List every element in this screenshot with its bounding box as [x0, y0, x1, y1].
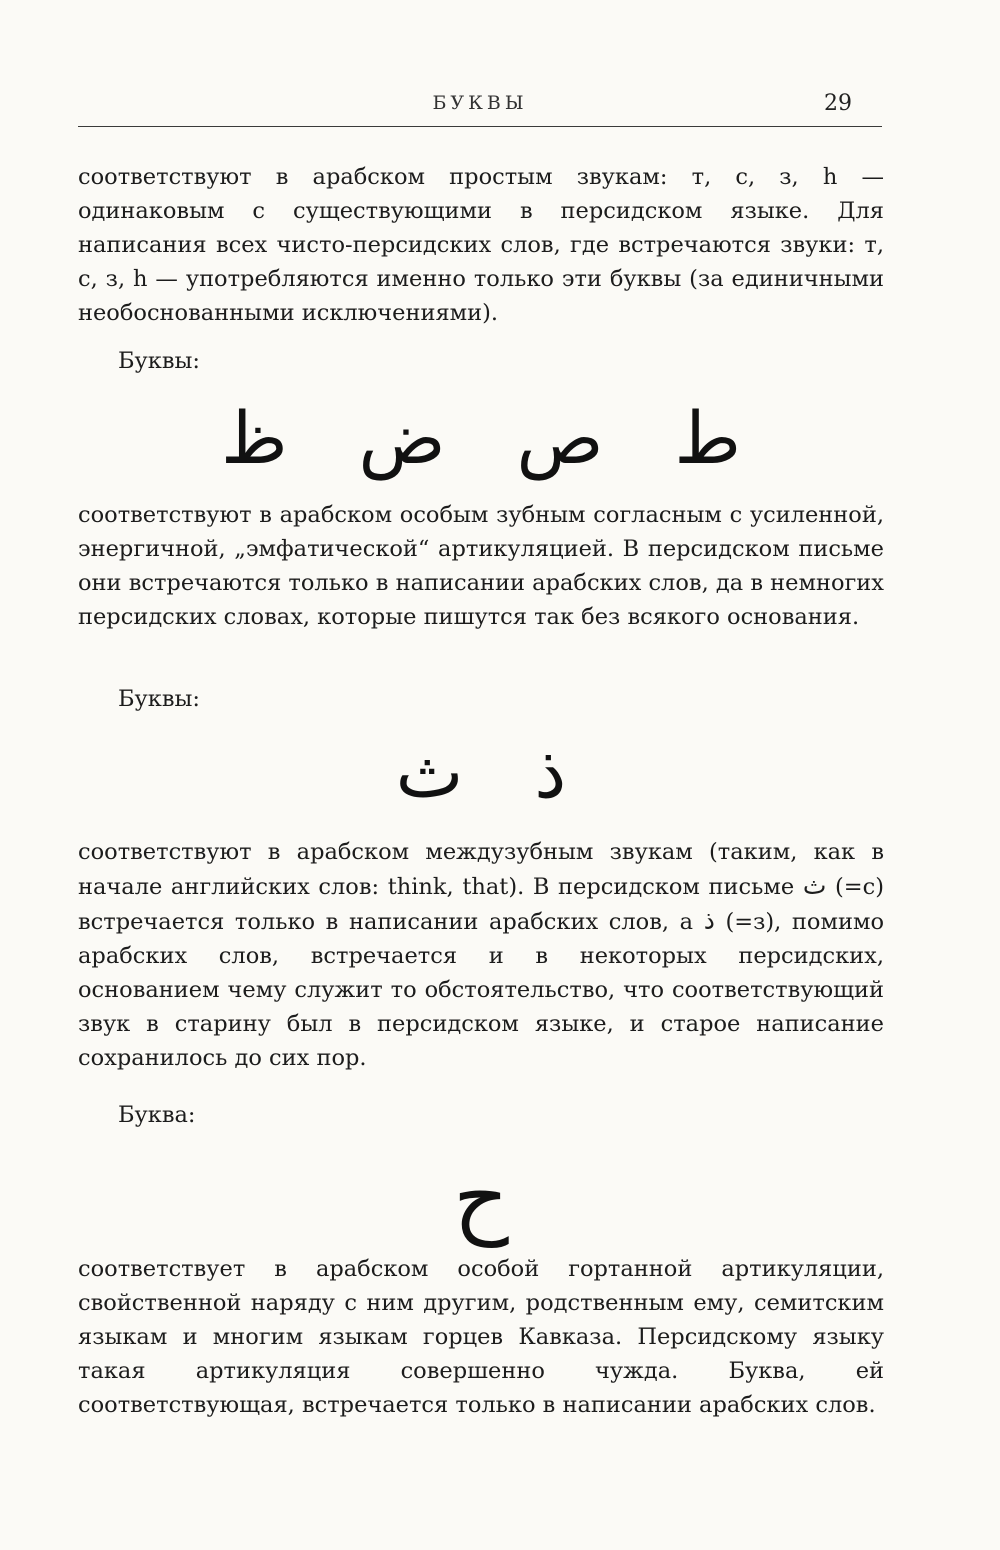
paragraph-simple-sounds: соответствуют в арабском простым звукам: т, с, з, h — одинаковым с существующими в персидском языке. Для написания всех чисто-персидских слов, где встречаются звуки: т, с, з, h — употребляются именно только эти буквы (за единичными необоснованными исключениями).: [78, 164, 884, 326]
paragraph-interdental-part1: соответствуют в арабском междузубным звукам (таким, как в начале английских слов: think, that). В персидском письме: [78, 839, 884, 900]
running-header: [78, 92, 882, 127]
letters-label-interdental: Буквы:: [118, 686, 200, 712]
paragraph-interdental-part2: (=с) встречается только в написании арабских слов, а: [78, 874, 884, 935]
letters-label-emphatic: Буквы:: [118, 348, 200, 374]
emphatic-letters-row: [78, 393, 884, 483]
arabic-letter-sad: ص: [516, 396, 604, 480]
arabic-letter-za: ظ: [221, 396, 288, 480]
paragraph-ha: соответствует в арабском особой гортанной артикуляции, свойственной наряду с ним другим, родственным ему, семитским языкам и многим языкам горцев Кавказа. Персидскому языку такая артикуляция совершенно чужда. Буква, ей соответствующая, встречается только в написании арабских слов.: [78, 1256, 884, 1418]
paragraph-emphatic: соответствуют в арабском особым зубным согласным с усиленной, энергичной, „эмфатической“ артикуляцией. В персидском письме они встречаются только в написании арабских слов, да в немногих персидских словах, которые пишутся так без всякого основания.: [78, 502, 884, 630]
letter-label-ha: Буква:: [118, 1102, 196, 1128]
inline-letter-dhal: ذ: [703, 906, 715, 935]
interdental-letters-row: [78, 727, 884, 817]
running-title: БУКВЫ: [432, 92, 528, 114]
arabic-letter-dhal: ذ: [534, 730, 567, 814]
paragraph-interdental-part3: (=з), помимо арабских слов, встречается и в некоторых персидских, основанием чему служит то обстоятельство, что соответствующий звук в старину был в персидском языке, и старое написание сохранилось до сих пор.: [78, 909, 884, 1071]
ha-letter-row: [78, 1148, 884, 1248]
inline-letter-tha: ث: [802, 871, 827, 900]
arabic-letter-tha: ث: [395, 730, 464, 814]
arabic-letter-dad: ض: [358, 396, 446, 480]
arabic-letter-ta: ط: [674, 396, 741, 480]
arabic-letter-ha: ح: [453, 1148, 509, 1248]
paragraph-interdental: [78, 835, 884, 1075]
page-number: 29: [824, 91, 852, 116]
